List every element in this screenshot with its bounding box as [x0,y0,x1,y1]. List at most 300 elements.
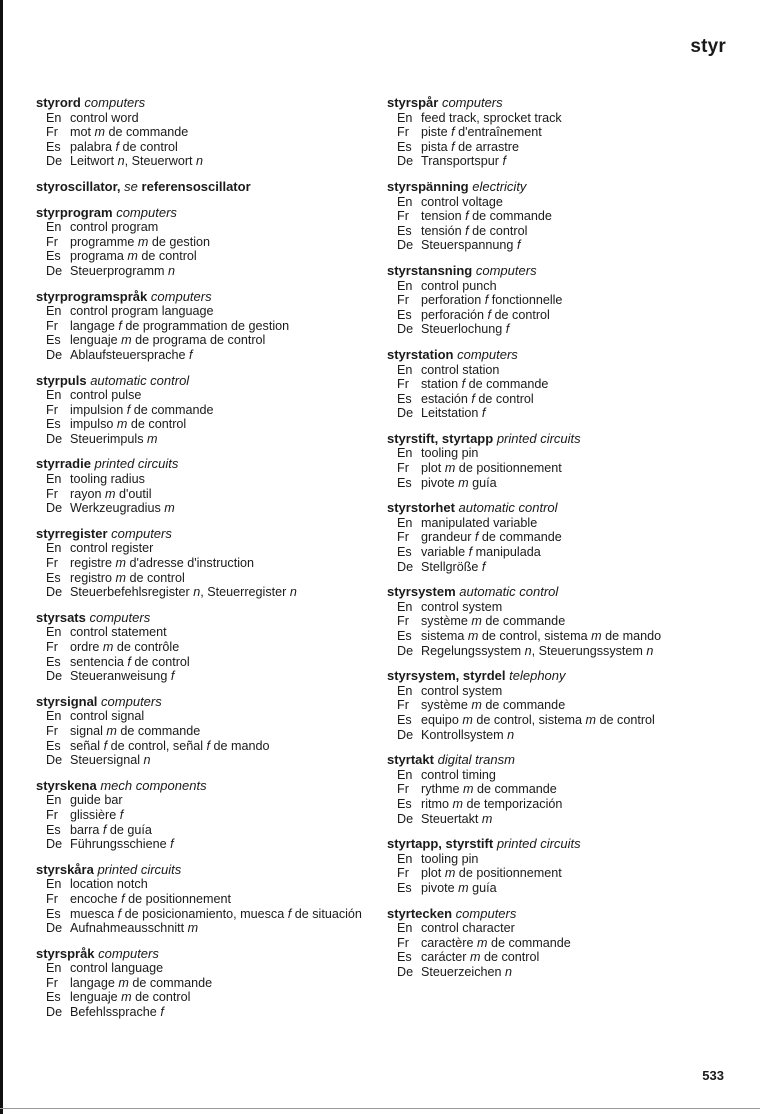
text-segment: impulso [70,417,117,432]
text-segment: de control [119,139,178,154]
text-segment: Steuerzeichen [421,964,506,979]
language-code: Es [397,391,412,406]
translation-line [387,377,737,392]
translation-text [70,753,376,768]
language-code: Es [46,570,61,585]
language-code: Es [46,139,61,154]
dictionary-entry [36,527,376,600]
translation-text [70,571,376,586]
translation-line [36,235,376,250]
italic-label: m [462,712,473,727]
text-segment: de control [474,391,534,406]
language-code: De [397,238,414,253]
language-code: Es [397,712,412,727]
translation-line [387,600,737,615]
language-code: De [46,837,63,852]
translation-line [36,487,376,502]
italic-label: n [117,154,125,169]
translation-line [36,249,376,264]
translation-text [421,195,737,210]
headword: styrstansning [387,262,473,278]
text-segment: Werkzeugradius [70,501,165,516]
translation-text [70,961,376,976]
text-segment: de control [596,712,655,727]
translation-text [421,698,737,713]
entry-heading [387,753,737,768]
translation-text [70,724,376,739]
language-code: Es [46,822,61,837]
translation-text [421,363,737,378]
translation-text [70,907,376,922]
text-segment: de mando [601,629,662,643]
italic-label: f [484,293,489,308]
text-segment: guía [468,475,497,490]
text-segment: control character [421,921,515,936]
translation-line [36,333,376,348]
entry-heading [387,837,737,852]
headword: styrstorhet [387,500,455,516]
text-segment: guía [468,880,497,895]
translation-text [421,812,737,827]
translation-text [70,220,376,235]
italic-label: f [170,837,174,852]
translation-text [70,556,376,571]
italic-label: m [470,950,481,965]
translation-text [421,461,737,476]
translation-line [387,560,737,575]
text-segment: tension [421,209,466,224]
language-code: De [46,347,63,362]
headword: styrsystem, styrdel [387,668,506,684]
language-code: De [397,964,414,979]
translation-text [421,392,737,407]
text-segment: de control [131,990,191,1005]
headword: styrsystem [387,584,456,600]
text-segment: control system [421,599,503,614]
language-code: En [397,599,413,614]
text-segment: señal [70,738,104,753]
text-segment: Steuerlochung [421,322,506,337]
translation-text [421,238,737,253]
italic-label: f [465,223,469,238]
italic-label: n [507,727,515,742]
translation-line [387,866,737,881]
translation-line [387,446,737,461]
dictionary-entry [36,206,376,279]
italic-label: f [117,906,122,921]
translation-text [421,768,737,783]
language-code: Es [46,906,61,921]
language-code: De [46,669,63,684]
language-code: En [46,304,62,319]
text-segment: de commande [105,125,189,140]
text-segment: de control [480,950,540,965]
headword: styrradie [36,456,91,472]
translation-text [70,417,376,432]
translation-line [36,585,376,600]
language-code: En [397,515,413,530]
language-code: Fr [46,723,58,738]
text-segment: rythme [421,782,463,797]
text-segment: palabra [70,139,116,154]
language-code: Fr [397,125,409,140]
italic-label: m [591,629,602,643]
language-code: En [46,472,62,487]
entry-heading [387,96,737,111]
translation-text [70,709,376,724]
dictionary-entry [36,779,376,852]
language-code: Es [46,333,61,348]
text-segment: de control, señal [107,738,207,753]
dictionary-entry [387,585,737,658]
translation-text [421,279,737,294]
text-segment: de control [126,570,185,585]
text-segment: Ablaufsteuersprache [70,347,190,362]
language-code: De [397,154,414,169]
language-code: De [46,154,63,169]
translation-text [421,516,737,531]
text-segment: control voltage [421,194,503,209]
translation-line [387,308,737,323]
translation-line [36,961,376,976]
italic-label: computers [98,945,159,961]
translation-text [70,264,376,279]
text-segment: signal [70,723,107,738]
italic-label: m [127,249,138,264]
translation-text [70,304,376,319]
language-code: Es [397,139,412,154]
translation-line [36,541,376,556]
text-segment: de posicionamiento, muesca [121,906,288,921]
translation-line [36,111,376,126]
translation-line [36,724,376,739]
text-segment: piste [421,125,452,140]
text-segment: muesca [70,906,118,921]
entry-heading [36,611,376,626]
translation-line [36,976,376,991]
text-segment: de commande [116,723,201,738]
translation-text [421,446,737,461]
language-code: De [46,1005,63,1020]
text-segment: Steuerspannung [421,238,517,253]
translation-text [70,976,376,991]
italic-label: m [94,125,105,140]
translation-line [36,125,376,140]
text-segment: de commande [473,782,557,797]
translation-line [36,154,376,169]
italic-label: f [481,559,486,574]
left-column [36,96,376,1031]
translation-text [421,530,737,545]
dictionary-entry [387,348,737,421]
translation-line [36,808,376,823]
italic-label: m [106,723,117,738]
italic-label: f [206,738,211,753]
translation-line [36,319,376,334]
dictionary-entry [387,432,737,490]
language-code: En [46,220,62,235]
translation-text [421,476,737,491]
language-code: Fr [397,209,409,224]
text-segment: sentencia [70,654,128,669]
text-segment: , Steuerregister [200,585,290,600]
language-code: De [397,811,414,826]
italic-label: n [289,585,297,600]
language-code: En [46,110,62,125]
translation-line [387,684,737,699]
language-code: En [397,278,413,293]
italic-label: n [168,263,176,278]
entry-heading [387,432,737,447]
language-code: Fr [397,935,409,950]
entry-heading [387,180,737,195]
text-segment: encoche [70,891,122,906]
text-segment: de commande [128,975,213,990]
entry-heading [36,695,376,710]
translation-text [421,881,737,896]
language-code: En [46,388,62,403]
italic-label: f [461,377,466,392]
language-code: En [46,961,62,976]
italic-label: computers [475,262,537,278]
italic-label: f [119,807,124,822]
text-segment: grandeur [421,530,475,545]
italic-label: printed circuits [97,861,182,877]
translation-text [70,125,376,140]
text-segment: de temporización [462,796,563,811]
headword: styrtecken [387,905,453,921]
text-segment: caractère [421,935,477,950]
language-code: De [46,501,63,516]
italic-label: f [102,822,107,837]
translation-line [387,516,737,531]
language-code: Fr [397,377,409,392]
translation-line [387,782,737,797]
text-segment: de control, sistema [472,712,586,727]
text-segment: control statement [70,625,167,640]
text-segment: Steuerimpuls [70,431,147,446]
text-segment: manipulada [472,545,541,560]
headword: styrsats [36,609,86,625]
text-segment: barra [70,822,103,837]
translation-text [70,877,376,892]
translation-text [70,472,376,487]
translation-line [387,392,737,407]
dictionary-entry [36,374,376,447]
headword: styrspår [387,95,439,110]
translation-line [36,571,376,586]
italic-label: printed circuits [94,456,179,472]
translation-line [387,279,737,294]
translation-line [387,125,737,140]
italic-label: computers [441,95,503,110]
translation-line [387,461,737,476]
text-segment: estación [421,391,472,406]
italic-label: printed circuits [496,836,581,852]
entry-heading [387,348,737,363]
language-code: Es [397,880,412,895]
text-segment: système [421,614,472,629]
language-code: En [397,767,413,782]
translation-line [387,852,737,867]
headword: styrtakt [387,752,434,768]
text-segment: control punch [421,278,497,293]
bottom-rule [0,1108,760,1109]
text-segment: carácter [421,950,470,965]
translation-line [387,797,737,812]
headword: styrspråk [36,945,95,961]
text-segment: de control [491,307,550,322]
italic-label: f [474,530,479,545]
entry-heading [387,264,737,279]
entry-heading [387,669,737,684]
translation-text [421,797,737,812]
translation-line [387,950,737,965]
text-segment: de control [127,417,187,432]
italic-label: n [196,154,204,169]
italic-label: f [189,347,193,362]
translation-text [421,322,737,337]
language-code: En [397,851,413,866]
text-segment: rayon [70,486,106,501]
entry-heading [387,585,737,600]
text-segment: Befehlssprache [70,1005,161,1020]
italic-label: computers [457,346,518,362]
dictionary-entry [36,457,376,515]
translation-text [421,154,737,169]
dictionary-entry [36,96,376,169]
translation-line [36,1005,376,1020]
text-segment: impulsion [70,402,127,417]
translation-text [421,125,737,140]
translation-line [387,111,737,126]
text-segment: pivote [421,475,459,490]
headword: styrtapp, styrstift [387,836,494,852]
translation-text [421,921,737,936]
text-segment: de arrastre [454,139,520,154]
italic-label: m [458,475,469,490]
text-segment: equipo [421,712,463,727]
translation-line [387,698,737,713]
entry-heading [36,374,376,389]
italic-label: automatic control [459,584,559,600]
translation-line [36,304,376,319]
text-segment: de contrôle [113,640,180,654]
language-code: Fr [46,486,58,501]
translation-line [36,655,376,670]
italic-label: m [444,866,456,881]
language-code: De [397,406,414,421]
language-code: En [46,541,62,556]
translation-text [421,614,737,629]
text-segment: d'entraînement [454,125,542,140]
translation-line [36,990,376,1005]
italic-label: m [116,417,128,432]
translation-text [70,655,376,670]
text-segment: Transportspur [421,154,503,169]
text-segment: perforation [421,293,485,308]
headword: styrprogram [36,204,113,220]
translation-text [421,545,737,560]
language-code: Es [397,223,412,238]
text-segment: Leitwort [70,154,118,169]
text-segment: système [421,698,472,713]
italic-label: m [463,782,474,797]
italic-label: f [516,238,521,253]
translation-text [421,224,737,239]
translation-line [36,348,376,363]
text-segment: pivote [421,880,459,895]
translation-text [70,319,376,334]
translation-line [387,224,737,239]
dictionary-entry [36,611,376,684]
italic-label: f [487,307,492,322]
text-segment: de positionnement [455,866,562,881]
dictionary-entry [36,695,376,768]
headword: styrord [36,95,81,110]
language-code: De [46,753,63,768]
translation-line [36,837,376,852]
dictionary-entry [387,180,737,253]
language-code: En [397,921,413,936]
translation-line [36,264,376,279]
language-code: Fr [46,807,58,822]
translation-line [36,432,376,447]
text-segment: registre [70,556,116,571]
italic-label: computers [150,288,212,304]
entry-heading [36,947,376,962]
italic-label: m [118,975,129,990]
dictionary-entry [387,669,737,742]
text-segment: de guía [106,822,152,837]
translation-line [387,768,737,783]
italic-label: f [471,391,475,406]
language-code: Fr [397,698,409,713]
italic-label: m [444,461,456,476]
translation-line [36,625,376,640]
text-segment: de commande [478,530,562,545]
language-code: Fr [46,234,58,249]
text-segment: fonctionnelle [488,293,563,308]
text-segment: Stellgröße [421,559,482,574]
translation-line [36,669,376,684]
translation-line [36,417,376,432]
text-segment: control system [421,683,503,698]
translation-line [387,713,737,728]
dictionary-entry [36,180,376,195]
italic-label: computers [84,95,146,110]
text-segment: control register [70,541,154,556]
translation-line [36,907,376,922]
language-code: Fr [46,891,58,906]
italic-label: f [126,402,131,417]
dictionary-entry [387,96,737,169]
entry-heading [36,290,376,305]
italic-label: m [477,935,488,950]
language-code: Fr [397,866,409,881]
text-segment: sistema [421,629,468,643]
text-segment: tooling pin [421,851,479,866]
language-code: En [46,793,62,808]
italic-label: m [121,990,132,1005]
language-code: De [46,585,63,600]
text-segment: programme [70,234,138,249]
text-segment: tensión [421,223,466,238]
italic-label: m [585,712,597,727]
translation-text [70,541,376,556]
translation-line [36,556,376,571]
language-code: Es [397,796,412,811]
